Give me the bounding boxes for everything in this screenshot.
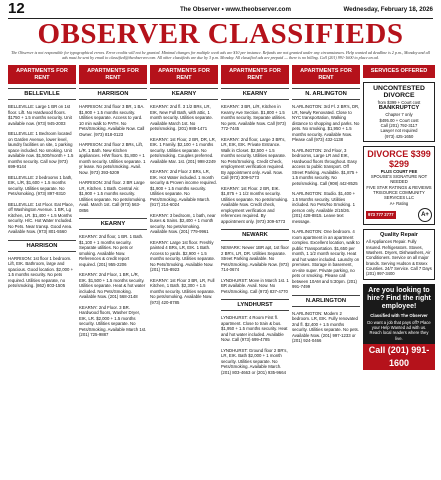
- classifieds-disclaimer: The Observer is not responsible for typographical errors. Error credits will not be granted. Minimal changes for multiple week ads are $10 per instance. Refunds are not granted under any circumstances. Help wanted ad deadline is 2 p.m., Monday and all ads must be sent by email to classified@theobserver.com. All other classifieds are due by 3 p.m. Monday. All classified ads are prepaid — there is no billing. Call (201) 991-1600 to place an ad.: [11, 50, 430, 60]
- listing: KEARNY: 3 BR, L/R, Kitchen in Kearny Ave Section. $1,800 + 1.5 months security. Separate utilities. No pets. Available Now. Call (973) 772-7445: [221, 104, 287, 132]
- listing: NEWARK: Newer 1BR apt, 1st floor 2 BR's, LR, DR. Utilities Separate. Street Parking available. No Pets/Smoking. Available Now. (973) 714-0674: [221, 245, 289, 273]
- town-heading: HARRISON: [8, 240, 76, 252]
- listing: KEARNY: 2nd Floor, 1 BR, L/R, EIK. $1,500 + 1.5 months security. Utilities separate. Heat & hot water included. No Pets/Smoking. Available Now. (201) 568-2148: [79, 272, 146, 300]
- listing: KEARNY: 2nd Floor. 3 BR. Hardwood floors, Washer Dryer, EIK, LR. $2,000 + 1.5 months security. Utilities separate. No Pets/Smoking. Available March 1st. (201) 725-9887: [79, 304, 147, 338]
- column-header: APARTMENTS FOR RENT: [8, 65, 76, 84]
- listing: N.ARLINGTON: Studio. $1,400 + 1.5 Months security. Utilities included. No Pets/No Smoking. 1 person only. Available 2/15/26. (201) 428-8815. Leave text message.: [292, 191, 356, 224]
- town-heading: HARRISON: [79, 88, 147, 100]
- ad-title: DIVORCE $399 $299: [367, 148, 431, 169]
- town-heading: KEARNY: [150, 88, 218, 100]
- hire-phone: Call (201) 991-1600: [363, 344, 435, 370]
- listing: LYNDHURST: Move in March 1st. 1 BR available. Avail. Now. No Pets/Smoking. Call (973) 837-4770: [221, 277, 289, 294]
- listing: HARRISON: 2nd floor 3 BR, 1 BA. $1,900 + 1.5 months security. Utilities separate. Access to yard. 10 min walk to PATH. No Pets/Smoking. Available Now. Call Owner. (973) 818-0123: [79, 104, 145, 137]
- ad-line: A+ Rating: [389, 200, 409, 206]
- divorce-bankruptcy-ad: [363, 82, 435, 142]
- listing: KEARNY: 2nd floor, 1 BR. 1 Bath. $1,100 + 1 months security. Separate utilities. No pets or smoking. Available Now. References & credit report required. (201) 955-2206: [79, 234, 144, 267]
- listing: KEARNY: 2nd floor, Large 3 BR's, LR, EIK, EIK. Private Entrance. Walk in Closet. $2,500 + 1.5 months security. Utilities separate. No Pets/Smoking. Credit Check, employment verification required. By appointment only. Avail. Now. Call (973) 309-5773: [221, 136, 287, 181]
- listing: BELLEVILLE: 1st Floor. Eat Place, off Washington Avenue. 1 BR, Lg Kitchen, LR. $1,400 + 1.5 Months security. H/C. Hot Water Included. No Pets. Near transp. Good Area. Available Now. (973) 801-5560: [8, 201, 74, 235]
- column-kearny: [150, 65, 218, 310]
- listing: HARRISON: 2nd floor. 2 BR Large LR, Kitchen. 1 Bath. Central Air. $1,900 + 1.5 months security. Utilities separate. No pets/smoking. Avail. March 1st. Call (973) 563-0856: [79, 180, 147, 213]
- column-belleville: [8, 65, 76, 294]
- listing: LYNDHURST: Ground floor 2 BR's, LR, EIK. Bath $2,000 + 1 month security. Utilities separate. No Pets/Smoking. Available March. (201) 803-4663 or (201) 935-9664: [221, 347, 288, 375]
- services-header: SERVICES OFFERED: [363, 65, 435, 78]
- ad-title: Are you looking to hire? Find the right employee!: [367, 286, 431, 310]
- ad-sub: Classified with The Observer: [370, 312, 428, 318]
- ad-price: from $399 + Court cost: [377, 99, 421, 105]
- ad-line: BANKRUPTCY: [378, 104, 420, 111]
- ad-title: UNCONTESTED DIVORCE: [373, 84, 425, 100]
- listing: N.ARLINGTON: 2nd Floor, 3 bedrooms, Large LR and EIK, Hardwood floors throughout. Easy access to public transport. Off Street Parking. Available. $1,875 + 1.5 months security. No pets/smoking. Call (908) 442-8525: [292, 147, 358, 186]
- paper-name: The Observer • www.theobserver.com: [180, 6, 291, 13]
- page-header: [8, 0, 433, 17]
- divorce-promo-ad: [363, 146, 435, 225]
- listing: KEARNY: Large 1st floor. Freshly painted 4 BRs, LR, EIK. 1 Bath. Access to yards. $2,900 + 1.5 months security. Utilities separate. No Pets/Smoking. Available Now. (201) 715-8923: [150, 239, 216, 273]
- section-masthead: OBSERVER CLASSIFIEDS: [37, 18, 404, 50]
- town-heading: NEWARK: [221, 229, 289, 241]
- town-heading: BELLEVILLE: [8, 88, 76, 100]
- ad-line: Call (201) 792-3117: [380, 122, 418, 128]
- listing: KEARNY: 3 bedroom, 1 bath, near buses & trains. $2,400 + 1 month security. No pets/smoking. Available Now. (201) 779-9961: [150, 212, 216, 235]
- appliance-repair-ad: [363, 229, 435, 280]
- hire-promo-ad: [363, 284, 435, 344]
- ad-sub: PLUS COURT FEE: [380, 168, 418, 174]
- listing: N.ARLINGTON: One bedroom. 4 room apartment in an apartment complex. Excellent location, walk to public Transportation. $1,650 per month, 1 1/2 month security. Heat and hot water included. Laundry on premises. Storage in basement, on-site super. Private parking, no pets or smoking. Please call between 10AM and 5:30pm. (201) 991-7499: [292, 229, 360, 290]
- town-heading: KEARNY: [79, 218, 147, 230]
- ad-title: Quality Repair: [380, 231, 418, 238]
- listing: KEARNY: 1st Floor, 2 BR, DR, LR, EIK. 1 Family. $2,100 + 1 months security. Utilities separate. No pets/smoking. Couples preferred. Available Mar. 1st. (201) 998-2249: [150, 136, 216, 164]
- listing: BELLEVILLE: 2 bedrooms 1 bath, EIK, L/R, $1,600 + 1.5 months security. Utilities separate. No Pets/smoking. (973) 897-9310: [8, 174, 73, 197]
- town-heading: LYNDHURST: [221, 299, 289, 311]
- listing: BELLEVILLE: Large 1 BR on 1st floor. Lift. No Hardwood floors. $1750 + 1.5 months security. Unit available now. (973) 945-2003: [8, 104, 72, 126]
- listing: KEARNY: 1st Floor. 2 BR, EIK. $1,875 + 1 1/2 months security. Utilities separate. No pets/smoking. Available Now. Credit check, employment verification and references required. By appointment only. (973) 309-5773: [221, 185, 289, 224]
- ad-line: TRISOURCE COMMUNITY SERVICES LLC: [373, 190, 425, 201]
- column-header: APARTMENTS FOR RENT: [292, 65, 360, 84]
- ad-line: SPOUSE'S SIGNATURE NOT NEEDED: [370, 174, 428, 185]
- ad-phone: (973) 425-1650: [384, 133, 414, 139]
- listing: BELLEVILLE: 1 Bedroom located on Garden Avenue, lower level, laundry facilities on site, 1 parking space included. No smoking. Unit available now. $1,500/month + 1.5 months security. Call now (973) 699-9144: [8, 131, 74, 170]
- town-heading: KEARNY: [221, 88, 289, 100]
- column-header: APARTMENTS FOR RENT: [150, 65, 218, 84]
- listing: HARRISON: 1st floor 1 bedroom. Lift, EIK. Bathroom, large and spacious. Good location. $2,000 + 1.5 months security. No pets required. Utilities separate, no pets/smoking. (862) 803-1505: [8, 255, 74, 289]
- ad-phone: 973 777 2777: [368, 212, 394, 218]
- rating-badge-icon: A+: [418, 208, 432, 222]
- listing: LYNDHURST: 4 Room First fl. apartment. Close to train & bus. $1,950 + 1.5 months security. Heat and hot water included. Available Now. Call (973) 699-4785: [221, 315, 288, 343]
- ad-text: All Appliances Repair. Fully Insured. Refrigerators. Stoves, Washers. Dryers, Dishwashers, Air Conditioners. Service on all major brands. Serving Hudson & Essex Counties. 24/7 Service. Call 7 Days (201) 997-3400: [366, 239, 432, 277]
- page-number: 12: [8, 0, 25, 17]
- column-header: APARTMENTS FOR RENT: [221, 65, 289, 84]
- listing: N.ARLINGTON: Modern 2 bedroom. LR, EIK. Fully renovated 2nd fl. $2,400 + 1.5 months security. Utilities separate. No pets. Available Now. (201) 997-1233 or (201) 924-0466: [292, 310, 360, 344]
- listing: KEARNY: 1st Floor 3 BR, LR, Full Kitchen, 1 Bath. $2,300 + 1.5 months security. Utilities separate. No pets/smoking. Available Now. (973) 420-8785: [150, 277, 216, 305]
- ad-text: Do want a job that pays off? Place your Help Wanted ad with us. Reach local readers where they live.: [367, 319, 431, 341]
- services-column: [363, 65, 435, 370]
- listing: KEARNY: 2nd fl. 3 1/2 BRs, LR, EIK, New Full Bath, with attic, 1 month security. Utilities separate. Available March 1st. No pets/smoking. (201) 988-1471: [150, 104, 213, 132]
- listing: N.ARLINGTON: 3rd Fl. 2 BR's, DR, LR, Newly Renovated. Close to NYC transportation, Walking distance to shopping and parks. No pets. No smoking. $1,950 + 1.5 months security. Available Now. Please call (973) 432-1138: [292, 104, 360, 143]
- town-heading: N.ARLINGTON: [292, 295, 360, 307]
- ad-line: Lawyer not required: [380, 128, 418, 134]
- column-north-arlington: [292, 65, 360, 349]
- listing: HARRISON: 2nd floor 2 BRs, Lift, L/R. 1 Bath. New Kitchen appliances. H/W floors. $1,800 + 1 month security. Utilities separate. 1 yr lease. No pets/smoking. Avail. Now. (973) 393-5209: [79, 142, 146, 175]
- column-header: APARTMENTS FOR RENT: [79, 65, 147, 84]
- ad-line: Chapter 7 only: [385, 112, 413, 118]
- ad-line: $495.00 + Court cost: [379, 117, 419, 123]
- issue-date: Wednesday, February 18, 2026: [343, 6, 433, 13]
- listing: KEARNY: 2nd Floor 2 BRs, LR, EIK. Hot Water included. 1 month security & Proven income required. $1,900 + 1.5 months security. Utilities separate. No Pets/Smoking. Available March. (917) 214-6024: [150, 169, 217, 208]
- column-kearny-newark-lyndhurst: [221, 65, 289, 380]
- column-harrison: [79, 65, 147, 343]
- ad-line: FIVE STAR RATINGS & REVIEWS: [366, 184, 432, 190]
- town-heading: N. ARLINGTON: [292, 88, 360, 100]
